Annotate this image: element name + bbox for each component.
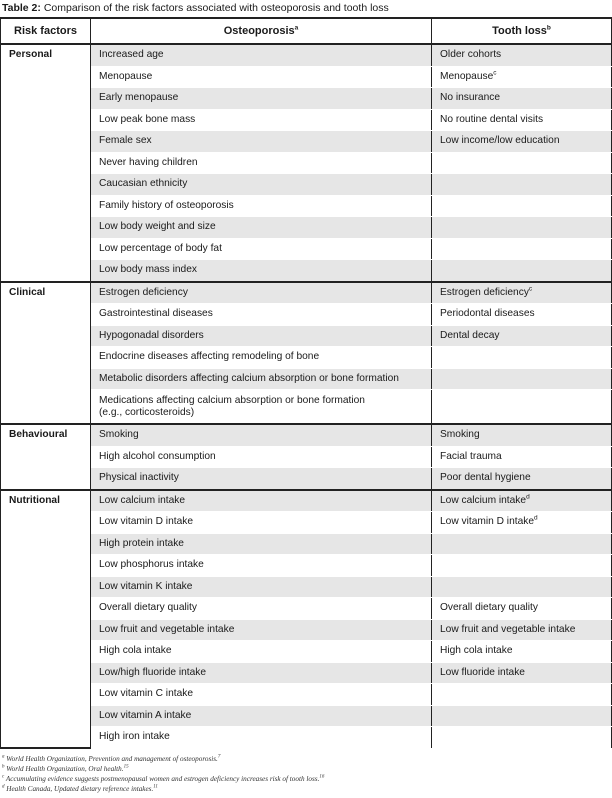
- table-row: [1, 619, 612, 641]
- osteoporosis-factor-cell: Estrogen deficiency: [91, 282, 432, 304]
- osteoporosis-factor-cell: Low calcium intake: [91, 490, 432, 512]
- tooth-loss-factor-cell: Low fluoride intake: [432, 662, 612, 684]
- tooth-loss-factor-cell: [432, 217, 612, 239]
- table-row: [1, 598, 612, 620]
- osteoporosis-factor-cell: Medications affecting calcium absorption or bone formation (e.g., corticosteroids): [91, 390, 432, 425]
- tooth-loss-factor-cell: [432, 174, 612, 196]
- osteoporosis-factor-cell: Low body mass index: [91, 260, 432, 282]
- osteoporosis-factor-cell: Low peak bone mass: [91, 109, 432, 131]
- table-row: [1, 44, 612, 66]
- osteoporosis-factor-cell: Overall dietary quality: [91, 598, 432, 620]
- category-label: Personal: [1, 44, 91, 282]
- tooth-loss-factor-cell: [432, 533, 612, 555]
- table-row: [1, 88, 612, 110]
- table-row: [1, 282, 612, 304]
- table-row: [1, 66, 612, 88]
- tooth-loss-factor-cell: Facial trauma: [432, 446, 612, 468]
- osteoporosis-factor-cell: Low vitamin D intake: [91, 512, 432, 534]
- osteoporosis-factor-cell: Low percentage of body fat: [91, 238, 432, 260]
- tooth-loss-factor-cell: Dental decay: [432, 325, 612, 347]
- table-row: [1, 662, 612, 684]
- table-row: [1, 576, 612, 598]
- tooth-loss-factor-cell: Smoking: [432, 424, 612, 446]
- osteoporosis-factor-cell: Low vitamin A intake: [91, 705, 432, 727]
- tooth-loss-factor-cell: Low calcium intake$^d$: [432, 490, 612, 512]
- table-row: [1, 468, 612, 490]
- tooth-loss-factor-cell: Estrogen deficiency$^c$: [432, 282, 612, 304]
- header-osteoporosis: Osteoporosis$^a$: [91, 18, 432, 44]
- caption-label: Table 2:: [2, 2, 41, 14]
- tooth-loss-factor-cell: [432, 368, 612, 390]
- footnote: $^b$ World Health Organization, Oral health.$^{15}$: [2, 764, 129, 773]
- table-row: [1, 238, 612, 260]
- category-label: Nutritional: [1, 490, 91, 749]
- tooth-loss-factor-cell: High cola intake: [432, 641, 612, 663]
- osteoporosis-factor-cell: Physical inactivity: [91, 468, 432, 490]
- osteoporosis-factor-cell: High protein intake: [91, 533, 432, 555]
- risk-factors-table: [0, 17, 612, 749]
- osteoporosis-factor-cell: Smoking: [91, 424, 432, 446]
- osteoporosis-factor-cell: Increased age: [91, 44, 432, 66]
- table-caption: [2, 2, 389, 15]
- header-row: [1, 18, 612, 44]
- footnotes: [2, 754, 324, 794]
- osteoporosis-factor-cell: Early menopause: [91, 88, 432, 110]
- osteoporosis-factor-cell: Low vitamin K intake: [91, 576, 432, 598]
- tooth-loss-factor-cell: Low fruit and vegetable intake: [432, 619, 612, 641]
- tooth-loss-factor-cell: Menopause$^c$: [432, 66, 612, 88]
- footnote: $^c$ Accumulating evidence suggests postmenopausal women and estrogen deficiency increases risk of tooth loss.$^{16}$: [2, 774, 325, 783]
- table-row: [1, 705, 612, 727]
- table-row: [1, 217, 612, 239]
- tooth-loss-factor-cell: [432, 152, 612, 174]
- osteoporosis-factor-cell: Menopause: [91, 66, 432, 88]
- category-label: Behavioural: [1, 424, 91, 490]
- table-row: [1, 347, 612, 369]
- tooth-loss-factor-cell: [432, 576, 612, 598]
- osteoporosis-factor-cell: Endocrine diseases affecting remodeling of bone: [91, 347, 432, 369]
- tooth-loss-factor-cell: [432, 390, 612, 425]
- table-row: [1, 195, 612, 217]
- table-row: [1, 446, 612, 468]
- osteoporosis-factor-cell: High cola intake: [91, 641, 432, 663]
- tooth-loss-factor-cell: [432, 727, 612, 749]
- table-row: [1, 304, 612, 326]
- header-tooth-loss: Tooth loss$^b$: [432, 18, 612, 44]
- tooth-loss-factor-cell: No insurance: [432, 88, 612, 110]
- table-row: [1, 131, 612, 153]
- tooth-loss-factor-cell: Low income/low education: [432, 131, 612, 153]
- osteoporosis-factor-cell: Family history of osteoporosis: [91, 195, 432, 217]
- osteoporosis-factor-cell: High alcohol consumption: [91, 446, 432, 468]
- osteoporosis-factor-cell: Low/high fluoride intake: [91, 662, 432, 684]
- table-row: [1, 641, 612, 663]
- tooth-loss-factor-cell: [432, 555, 612, 577]
- tooth-loss-factor-cell: [432, 238, 612, 260]
- tooth-loss-factor-cell: Older cohorts: [432, 44, 612, 66]
- table-row: [1, 490, 612, 512]
- tooth-loss-factor-cell: [432, 684, 612, 706]
- tooth-loss-factor-cell: Poor dental hygiene: [432, 468, 612, 490]
- tooth-loss-factor-cell: Overall dietary quality: [432, 598, 612, 620]
- table-row: [1, 555, 612, 577]
- table-row: [1, 390, 612, 425]
- osteoporosis-factor-cell: Low phosphorus intake: [91, 555, 432, 577]
- osteoporosis-factor-cell: Gastrointestinal diseases: [91, 304, 432, 326]
- table-row: [1, 727, 612, 749]
- table-row: [1, 174, 612, 196]
- table-row: [1, 325, 612, 347]
- tooth-loss-factor-cell: [432, 260, 612, 282]
- table-row: [1, 368, 612, 390]
- osteoporosis-factor-cell: High iron intake: [91, 727, 432, 749]
- table-row: [1, 512, 612, 534]
- caption-text: Comparison of the risk factors associated with osteoporosis and tooth loss: [40, 2, 389, 14]
- tooth-loss-factor-cell: Periodontal diseases: [432, 304, 612, 326]
- table-row: [1, 260, 612, 282]
- table-row: [1, 424, 612, 446]
- header-risk-factors: Risk factors: [1, 18, 91, 44]
- osteoporosis-factor-cell: Hypogonadal disorders: [91, 325, 432, 347]
- table-row: [1, 152, 612, 174]
- osteoporosis-factor-cell: Female sex: [91, 131, 432, 153]
- tooth-loss-factor-cell: [432, 705, 612, 727]
- footnote: $^d$ Health Canada, Updated dietary reference intakes.$^{11}$: [2, 784, 158, 793]
- osteoporosis-factor-cell: Never having children: [91, 152, 432, 174]
- tooth-loss-factor-cell: No routine dental visits: [432, 109, 612, 131]
- table-row: [1, 533, 612, 555]
- category-label: Clinical: [1, 282, 91, 425]
- tooth-loss-factor-cell: [432, 195, 612, 217]
- osteoporosis-factor-cell: Low vitamin C intake: [91, 684, 432, 706]
- table-row: [1, 684, 612, 706]
- table-row: [1, 109, 612, 131]
- osteoporosis-factor-cell: Metabolic disorders affecting calcium absorption or bone formation: [91, 368, 432, 390]
- osteoporosis-factor-cell: Caucasian ethnicity: [91, 174, 432, 196]
- footnote: $^a$ World Health Organization, Prevention and management of osteoporosis.$^7$: [2, 754, 221, 763]
- osteoporosis-factor-cell: Low fruit and vegetable intake: [91, 619, 432, 641]
- osteoporosis-factor-cell: Low body weight and size: [91, 217, 432, 239]
- tooth-loss-factor-cell: [432, 347, 612, 369]
- tooth-loss-factor-cell: Low vitamin D intake$^d$: [432, 512, 612, 534]
